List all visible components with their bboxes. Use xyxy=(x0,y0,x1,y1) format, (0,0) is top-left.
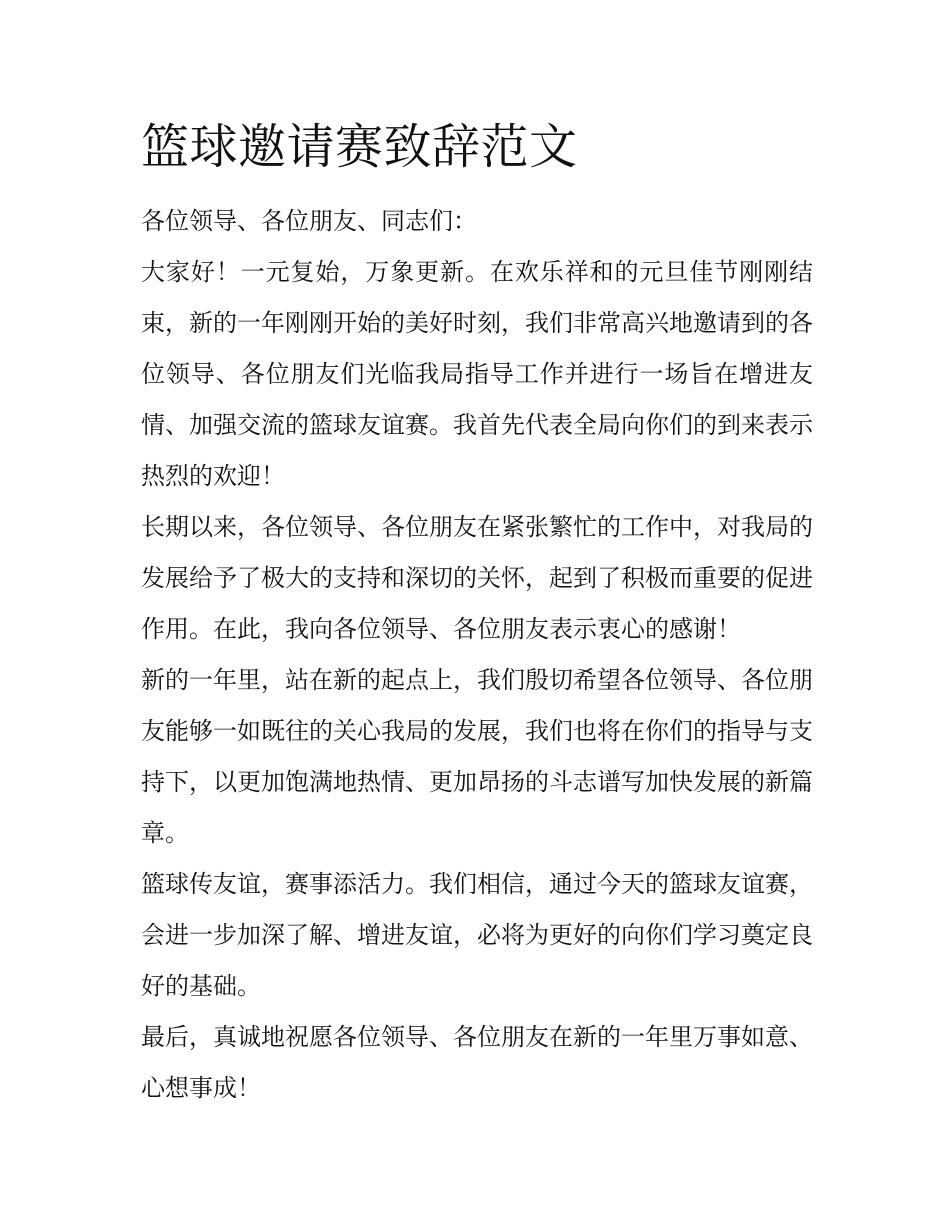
salutation-paragraph: 各位领导、各位朋友、同志们： xyxy=(141,207,477,235)
closing-paragraph: 最后，真诚地祝愿各位领导、各位朋友在新的一年里万事如意、心想事成！ xyxy=(141,1023,813,1102)
document-title: 篮球邀请赛致辞范文 xyxy=(141,119,578,175)
body-paragraph-friendship: 篮球传友谊，赛事添活力。我们相信，通过今天的篮球友谊赛，会进一步加深了解、增进友谊，必将为更好的向你们学习奠定良好的基础。 xyxy=(141,870,813,1000)
document-page xyxy=(141,112,813,1114)
body-paragraph-hopes: 新的一年里，站在新的起点上，我们殷切希望各位领导、各位朋友能够一如既往的关心我局的发展，我们也将在你们的指导与支持下，以更加饱满地热情、更加昂扬的斗志谱写加快发展的新篇章。 xyxy=(141,666,813,847)
body-paragraph-thanks: 长期以来，各位领导、各位朋友在紧张繁忙的工作中，对我局的发展给予了极大的支持和深切的关怀，起到了积极而重要的促进作用。在此，我向各位领导、各位朋友表示衷心的感谢！ xyxy=(141,513,813,643)
body-paragraph-welcome: 大家好！一元复始，万象更新。在欢乐祥和的元旦佳节刚刚结束，新的一年刚刚开始的美好时刻，我们非常高兴地邀请到的各位领导、各位朋友们光临我局指导工作并进行一场旨在增进友情、加强交流的篮球友谊赛。我首先代表全局向你们的到来表示热烈的欢迎！ xyxy=(141,258,813,490)
